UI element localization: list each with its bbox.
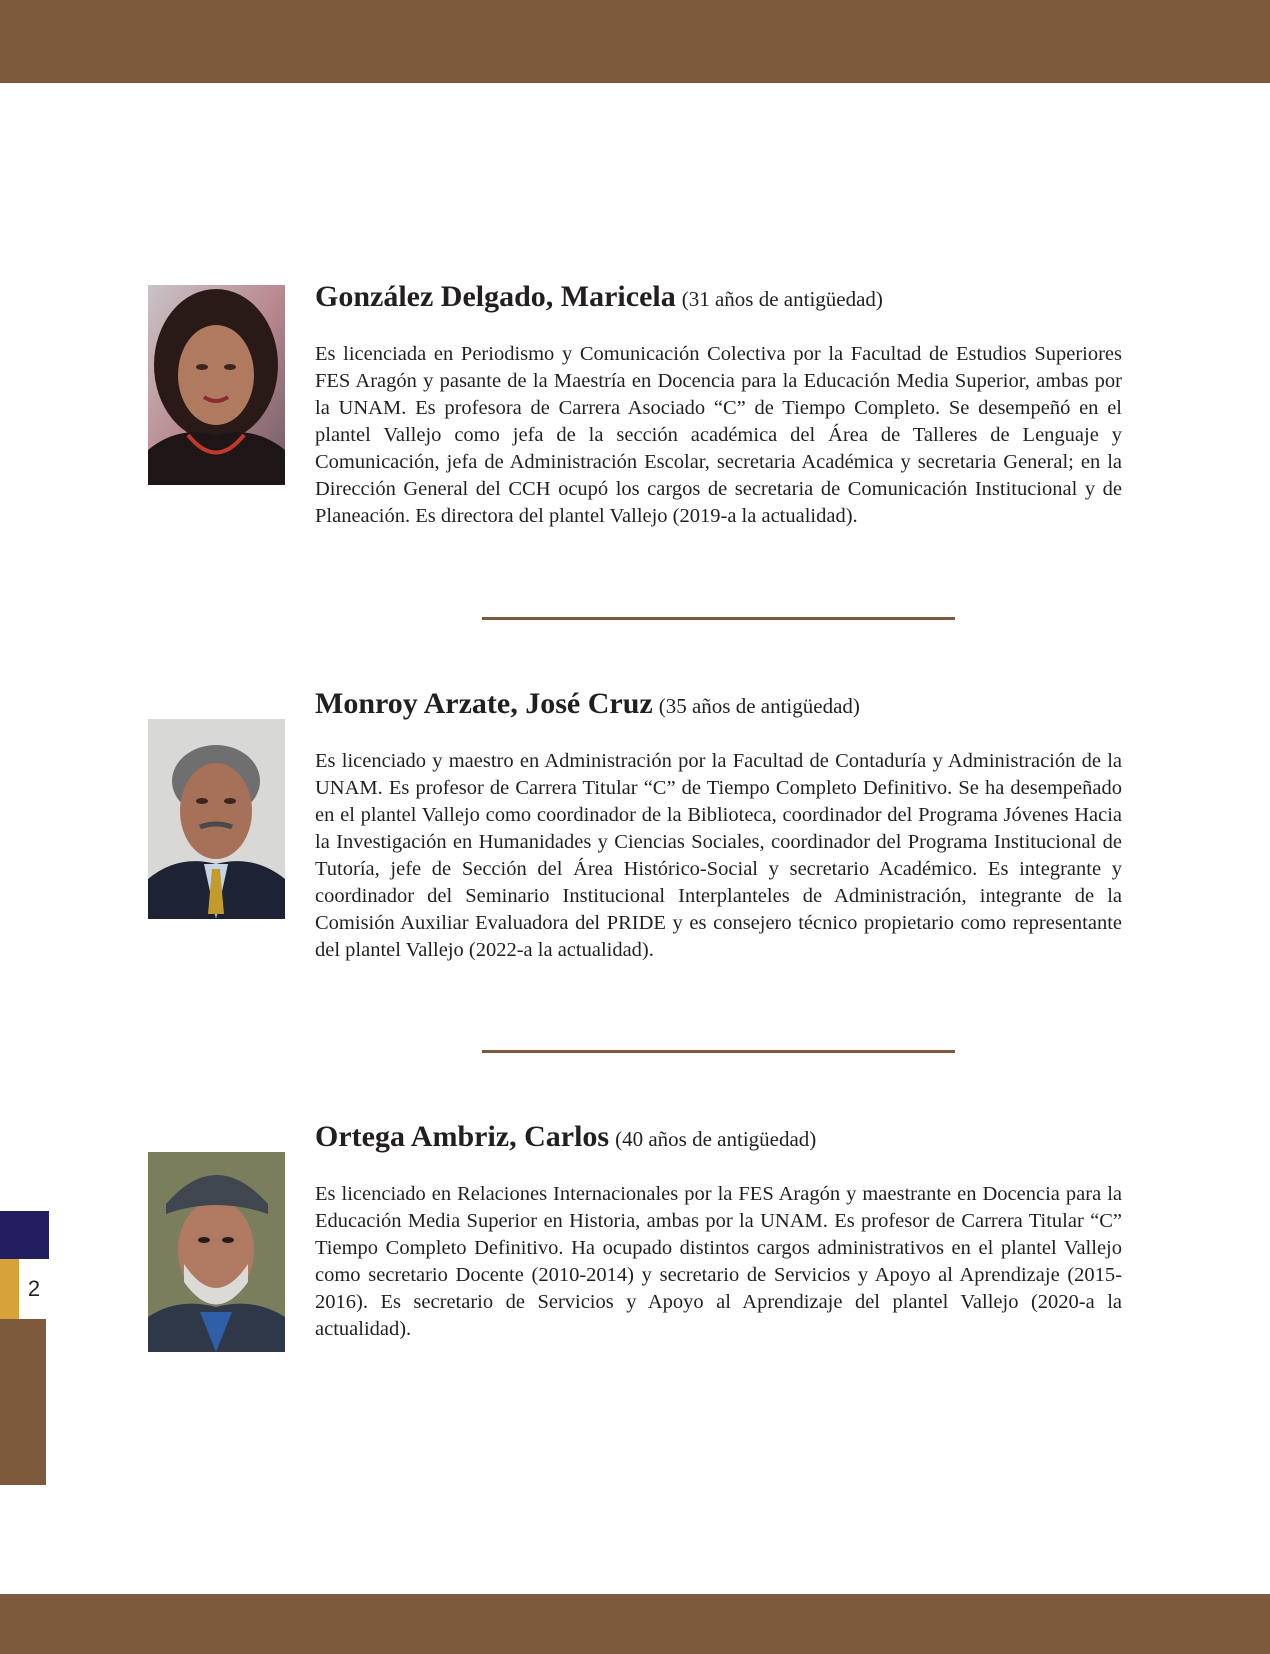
page-tab-navy-block xyxy=(0,1211,49,1259)
page-tab-brown-block xyxy=(0,1319,46,1485)
biography-text: Es licenciado y maestro en Administración por la Facultad de Contaduría y Administración de la UNAM. Es profesor de Carrera Titular “C” de Tiempo Completo Definitivo. Se ha desempeñado en el plantel Vallejo como coordinador de la Biblioteca, coordinador del Programa Jóvenes Hacia la Investigación en Humanidades y Ciencias Sociales, coordinador del Programa Institucional de Tutoría, jefe de Sección del Área Histórico-Social y secretario Académico. Es integrante y coordinador del Seminario Institucional Interplanteles de Administración, integrante de la Comisión Auxiliar Evaluadora del PRIDE y es consejero técnico propietario como representante del plantel Vallejo (2022-a la actualidad). xyxy=(315,750,1122,961)
bottom-color-band xyxy=(0,1594,1270,1654)
page-tab-gold-block xyxy=(0,1259,19,1319)
entry-header xyxy=(315,687,1125,721)
portrait-photo-carlos xyxy=(148,1152,285,1352)
seniority-years: (35 años de antigüedad) xyxy=(658,694,860,718)
biography-text: Es licenciado en Relaciones Internacionales por la FES Aragón y maestrante en Docencia para la Educación Media Superior en Historia, ambas por la UNAM. Es profesor de Carrera Titular “C” Tiempo Completo Definitivo. Ha ocupado distintos cargos administrativos en el plantel Vallejo como secretario Docente (2010-2014) y secretario de Servicios y Apoyo al Aprendizaje (2015-2016). Es secretario de Servicios y Apoyo al Aprendizaje del plantel Vallejo (2020-a la actualidad). xyxy=(315,1183,1122,1340)
person-name: Monroy Arzate, José Cruz xyxy=(315,687,653,720)
person-name: Ortega Ambriz, Carlos xyxy=(315,1120,610,1153)
top-color-band xyxy=(0,0,1270,83)
portrait-photo-jose-cruz xyxy=(148,719,285,919)
portrait-photo-maricela xyxy=(148,285,285,485)
seniority-years: (40 años de antigüedad) xyxy=(615,1127,817,1151)
entry-header xyxy=(315,280,1125,314)
entry-header xyxy=(315,1120,1125,1154)
section-divider xyxy=(482,1050,955,1053)
person-name: González Delgado, Maricela xyxy=(315,280,676,313)
seniority-years: (31 años de antigüedad) xyxy=(681,287,883,311)
page-number: 2 xyxy=(19,1259,49,1319)
biography-text: Es licenciada en Periodismo y Comunicación Colectiva por la Facultad de Estudios Superiores FES Aragón y pasante de la Maestría en Docencia para la Educación Media Superior, ambas por la UNAM. Es profesora de Carrera Asociado “C” de Tiempo Completo. Se desempeñó en el plantel Vallejo como jefa de la sección académica del Área de Talleres de Lenguaje y Comunicación, jefa de Administración Escolar, secretaria Académica y secretaria General; en la Dirección General del CCH ocupó los cargos de secretaria de Comunicación Institucional y de Planeación. Es directora del plantel Vallejo (2019-a la actualidad). xyxy=(315,343,1122,527)
section-divider xyxy=(482,617,955,620)
